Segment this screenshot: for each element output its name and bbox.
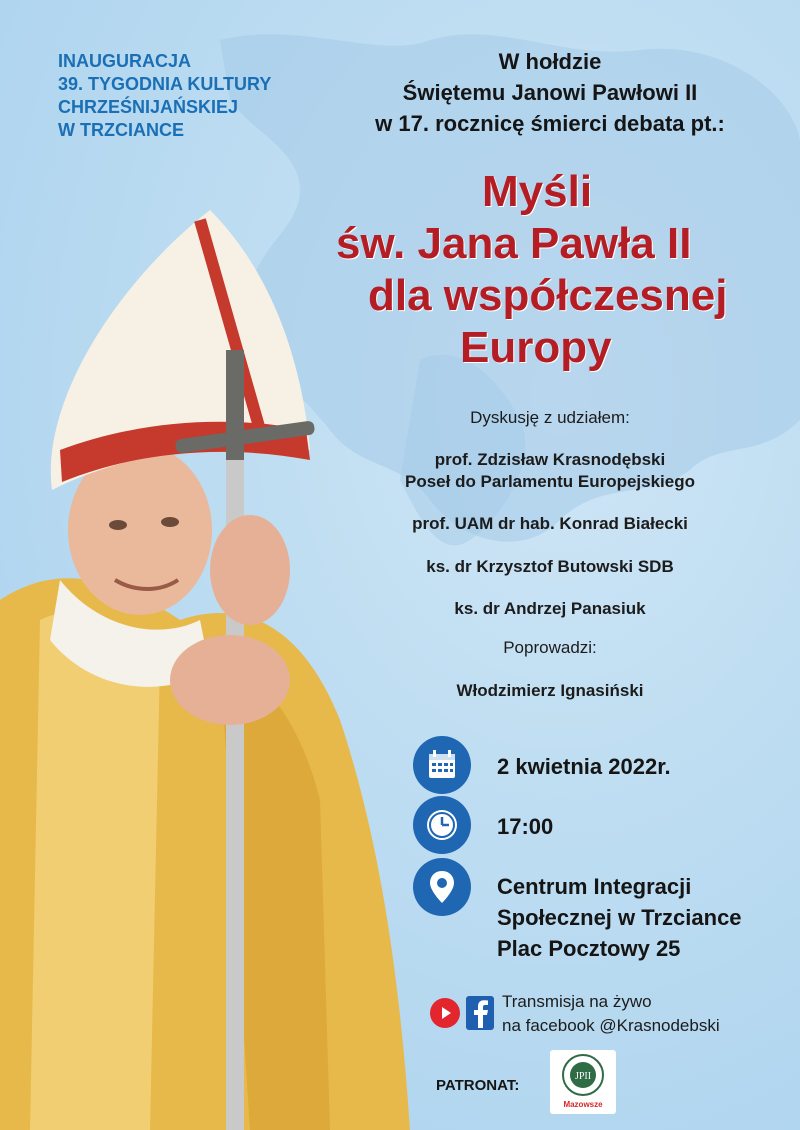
svg-text:JPII: JPII: [574, 1071, 592, 1082]
facebook-icon[interactable]: [466, 996, 494, 1030]
patronage-label: PATRONAT:: [436, 1077, 520, 1094]
title-line: Europy: [460, 323, 612, 372]
event-location: [497, 871, 742, 964]
speaker-role: Poseł do Parlamentu Europejskiego: [404, 472, 696, 491]
inauguration-line: 39. TYGODNIA KULTURY: [58, 74, 272, 94]
moderator-heading: Poprowadzi:: [503, 638, 597, 657]
tribute-line: w 17. rocznicę śmierci debata pt.:: [375, 111, 725, 136]
event-date: 2 kwietnia 2022r.: [497, 754, 671, 779]
patron-logo: [550, 1050, 616, 1114]
stream-line: Transmisja na żywo: [502, 992, 652, 1011]
inauguration-header: [58, 50, 338, 142]
speaker-name: ks. dr Andrzej Panasiuk: [454, 599, 646, 618]
title-line: św. Jana Pawła II: [336, 219, 692, 268]
stream-info: [502, 990, 720, 1038]
tribute-header: [320, 46, 780, 139]
participants-heading: Dyskusję z udziałem:: [470, 408, 630, 427]
event-time: 17:00: [497, 814, 554, 839]
location-line: Plac Pocztowy 25: [497, 936, 681, 961]
location-line: Centrum Integracji: [497, 874, 692, 899]
clock-icon: [413, 796, 471, 854]
tribute-line: Świętemu Janowi Pawłowi II: [402, 80, 698, 105]
title-line: dla współczesnej: [368, 271, 728, 320]
calendar-icon: [413, 736, 471, 794]
inauguration-line: INAUGURACJA: [58, 51, 192, 71]
speaker-name: prof. UAM dr hab. Konrad Białecki: [412, 514, 688, 533]
speaker-name: ks. dr Krzysztof Butowski SDB: [426, 557, 674, 576]
stream-handle[interactable]: na facebook @Krasnodebski: [502, 1016, 720, 1035]
tribute-line: W hołdzie: [498, 49, 602, 74]
youtube-icon[interactable]: [430, 998, 460, 1028]
moderator-name: Włodzimierz Ignasiński: [456, 681, 644, 700]
inauguration-line: W TRZCIANCE: [58, 120, 184, 140]
location-pin-icon: [413, 858, 471, 916]
debate-title: [300, 166, 800, 374]
inauguration-line: CHRZEŚNIJAŃSKIEJ: [58, 97, 239, 117]
location-line: Społecznej w Trzciance: [497, 905, 742, 930]
title-line: Myśli: [482, 167, 593, 216]
speaker-name: prof. Zdzisław Krasnodębski: [434, 450, 666, 469]
patron-logo-text: Mazowsze: [563, 1100, 603, 1109]
